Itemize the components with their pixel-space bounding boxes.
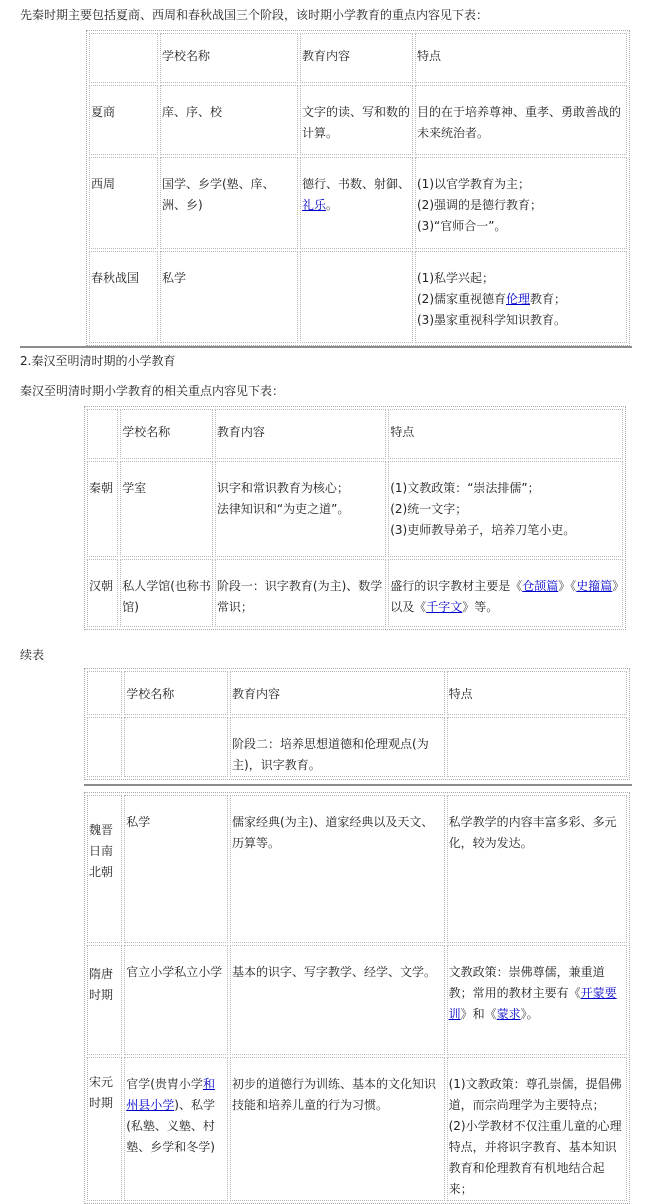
school-cell: 私学 — [124, 795, 228, 943]
feature-line — [417, 289, 625, 310]
school-cell: 私学 — [160, 251, 298, 343]
table-row — [87, 795, 627, 943]
feature-text: (2)儒家重视德育 — [417, 292, 506, 306]
school-cell: 庠、序、校 — [160, 85, 298, 155]
continued-table-head — [84, 668, 630, 780]
features-cell — [415, 157, 627, 249]
section-divider — [20, 346, 632, 348]
content-cell: 文字的读、写和数的计算。 — [300, 85, 413, 155]
content-cell: 儒家经典(为主)、道家经典以及天文、历算等。 — [230, 795, 445, 943]
table-row — [87, 559, 623, 627]
content-cell — [300, 251, 413, 343]
feature-text: 》以及《 — [390, 579, 619, 614]
content-line: 法律知识和“为吏之道”。 — [216, 502, 350, 516]
header-features: 特点 — [388, 409, 623, 459]
header-education-content: 教育内容 — [215, 409, 386, 459]
header-school-name: 学校名称 — [160, 33, 298, 83]
header-education-content: 教育内容 — [300, 33, 413, 83]
period-cell — [87, 717, 122, 777]
school-cell: 学室 — [120, 461, 213, 557]
mengqiu-link[interactable]: 蒙求 — [496, 1007, 521, 1021]
period-cell: 秦朝 — [87, 461, 118, 557]
header-features: 特点 — [447, 671, 627, 715]
header-school-name: 学校名称 — [124, 671, 228, 715]
kaimeng-yaoxun-link[interactable]: 开蒙要训 — [448, 986, 617, 1021]
content-cell: 阶段一：识字教育(为主)、数学常识； — [215, 559, 386, 627]
features-cell: 私学教学的内容丰富多彩、多元化，较为发达。 — [447, 795, 627, 943]
qin-han-table — [84, 406, 626, 630]
liyue-link[interactable]: 礼乐 — [302, 198, 327, 212]
section-heading-2: 2.秦汉至明清时期的小学教育 — [20, 354, 176, 368]
features-cell — [388, 461, 623, 557]
continued-table-body — [84, 792, 630, 1204]
content-text-end: 。 — [326, 198, 339, 212]
feature-line: (1)私学兴起； — [417, 271, 494, 285]
features-cell: 目的在于培养尊神、重孝、勇敢善战的未来统治者。 — [415, 85, 627, 155]
feature-line: (3)“官师合一”。 — [417, 219, 507, 233]
period-cell: 夏商 — [89, 85, 158, 155]
feature-line: (2)强调的是德行教育； — [417, 198, 542, 212]
table-row — [87, 717, 627, 777]
content-text: 德行、书数、射御、 — [302, 177, 411, 191]
content-cell: 初步的道德行为训练、基本的文化知识技能和培养儿童的行为习惯。 — [230, 1057, 445, 1201]
feature-text: 》和《 — [460, 1007, 497, 1021]
feature-line: (1)以官学教育为主； — [417, 177, 530, 191]
content-cell: 阶段二：培养思想道德和伦理观点(为主)，识字教育。 — [230, 717, 445, 777]
content-line: 识字和常识教育为核心； — [216, 481, 349, 495]
features-cell — [447, 1057, 627, 1201]
table-row — [89, 85, 627, 155]
header-cell-empty — [87, 409, 118, 459]
header-education-content: 教育内容 — [230, 671, 445, 715]
feature-text: 》《 — [558, 579, 577, 593]
school-cell: 国学、乡学(塾、庠、洲、乡) — [160, 157, 298, 249]
period-cell: 宋元时期 — [87, 1057, 122, 1201]
period-cell: 春秋战国 — [89, 251, 158, 343]
cangjie-pian-link[interactable]: 仓颉篇 — [522, 579, 559, 593]
feature-text-end: 》。 — [520, 1007, 539, 1021]
header-cell-empty — [89, 33, 158, 83]
header-features: 特点 — [415, 33, 627, 83]
period-cell: 隋唐时期 — [87, 945, 122, 1055]
feature-text-end: 》等。 — [462, 600, 499, 614]
table-row — [87, 945, 627, 1055]
table-header-row — [87, 671, 627, 715]
table-header-row — [87, 409, 623, 459]
intro-paragraph-1: 先秦时期主要包括夏商、西周和春秋战国三个阶段，该时期小学教育的重点内容见下表： — [20, 8, 489, 22]
feature-line: (3)墨家重视科学知识教育。 — [417, 313, 566, 327]
feature-line: (2)小学教材不仅注重儿童的心理特点，并将识字教育、基本知识教育和伦理教育有机地结合起来； — [448, 1119, 622, 1196]
feature-line: (1)文教政策：“崇法排儒”； — [390, 481, 540, 495]
content-cell: 基本的识字、写字教学、经学、文学。 — [230, 945, 445, 1055]
school-cell — [124, 717, 228, 777]
school-text-end: )、私学(私塾、义塾、村塾、乡学和冬学) — [126, 1098, 215, 1154]
school-text: 官学(贵胄小学 — [126, 1077, 203, 1091]
features-cell — [447, 717, 627, 777]
shizhou-pian-link[interactable]: 史籀篇 — [576, 579, 613, 593]
feature-text: 盛行的识字教材主要是《 — [390, 579, 523, 593]
school-cell: 官立小学私立小学 — [124, 945, 228, 1055]
header-school-name: 学校名称 — [120, 409, 213, 459]
features-cell — [388, 559, 623, 627]
lunli-link[interactable]: 伦理 — [506, 292, 531, 306]
features-cell — [415, 251, 627, 343]
content-cell — [300, 157, 413, 249]
table-divider — [84, 784, 632, 786]
table-row — [89, 157, 627, 249]
feature-line: (1)文教政策：尊孔崇儒，提倡佛道，而宗尚理学为主要特点； — [448, 1077, 622, 1112]
table-row — [87, 461, 623, 557]
header-cell-empty — [87, 671, 122, 715]
feature-text-end: 教育； — [530, 292, 567, 306]
intro-paragraph-2: 秦汉至明清时期小学教育的相关重点内容见下表： — [20, 384, 285, 398]
pre-qin-table — [86, 30, 630, 346]
feature-line: (2)统一文字； — [390, 502, 468, 516]
feature-line: (3)吏师教导弟子，培养刀笔小吏。 — [390, 523, 576, 537]
feature-text: 文教政策：崇佛尊儒，兼重道教；常用的教材主要有《 — [448, 965, 605, 1000]
table-row — [87, 1057, 627, 1201]
features-cell — [447, 945, 627, 1055]
content-cell — [215, 461, 386, 557]
hezhou-county-school-link[interactable]: 和州县小学 — [126, 1077, 215, 1112]
table-row — [89, 251, 627, 343]
period-cell: 西周 — [89, 157, 158, 249]
school-cell — [124, 1057, 228, 1201]
period-cell: 汉朝 — [87, 559, 118, 627]
qianziwen-link[interactable]: 千字文 — [426, 600, 463, 614]
school-cell: 私人学馆(也称书馆) — [120, 559, 213, 627]
table-header-row — [89, 33, 627, 83]
continued-label: 续表 — [20, 648, 45, 662]
period-cell: 魏晋日南北朝 — [87, 795, 122, 943]
